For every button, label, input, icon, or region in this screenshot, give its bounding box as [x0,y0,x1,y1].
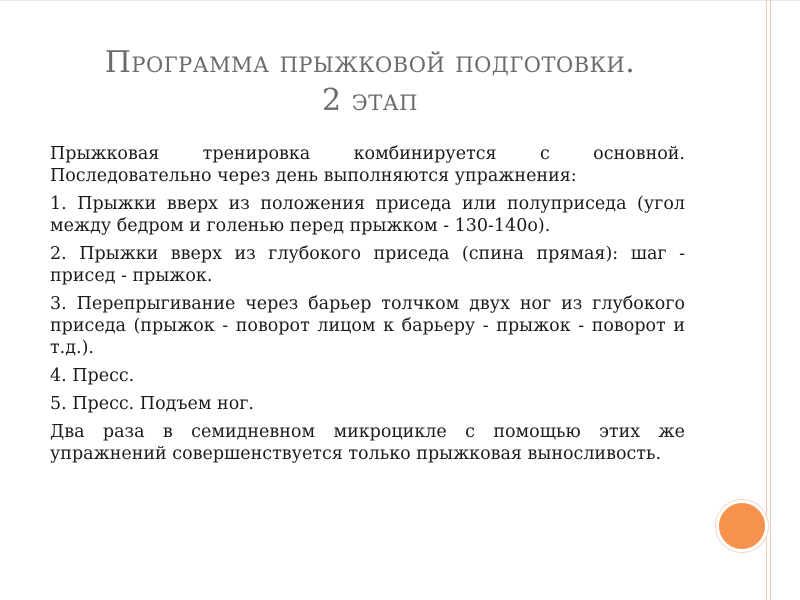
slide-title [40,44,700,120]
closing-paragraph: Два раза в семидневном микроцикле с помощью этих же упражнений совершенствуется только прыжковая выносливость. [50,422,685,464]
title-line-2: 2 этап [322,83,418,118]
intro-paragraph: Прыжковая тренировка комбинируется с основной. Последовательно через день выполняются упражнения: [50,144,685,186]
decorative-circle [716,500,768,552]
frame-line-outer [766,0,767,600]
title-line-1: Программа прыжковой подготовки. [104,45,636,80]
top-divider [0,0,800,1]
exercise-3: 3. Перепрыгивание через барьер толчком двух ног из глубокого приседа (прыжок - поворот лицом к барьеру - прыжок - поворот и т.д.). [50,294,685,358]
frame-line-inner [770,0,771,600]
exercise-2: 2. Прыжки вверх из глубокого приседа (спина прямая): шаг - присед - прыжок. [50,244,685,286]
exercise-5: 5. Пресс. Подъем ног. [50,394,254,414]
exercise-1: 1. Прыжки вверх из положения приседа или полуприседа (угол между бедром и голенью перед прыжком - 130-140о). [50,194,685,236]
slide-body [50,143,685,471]
exercise-4: 4. Пресс. [50,366,135,386]
